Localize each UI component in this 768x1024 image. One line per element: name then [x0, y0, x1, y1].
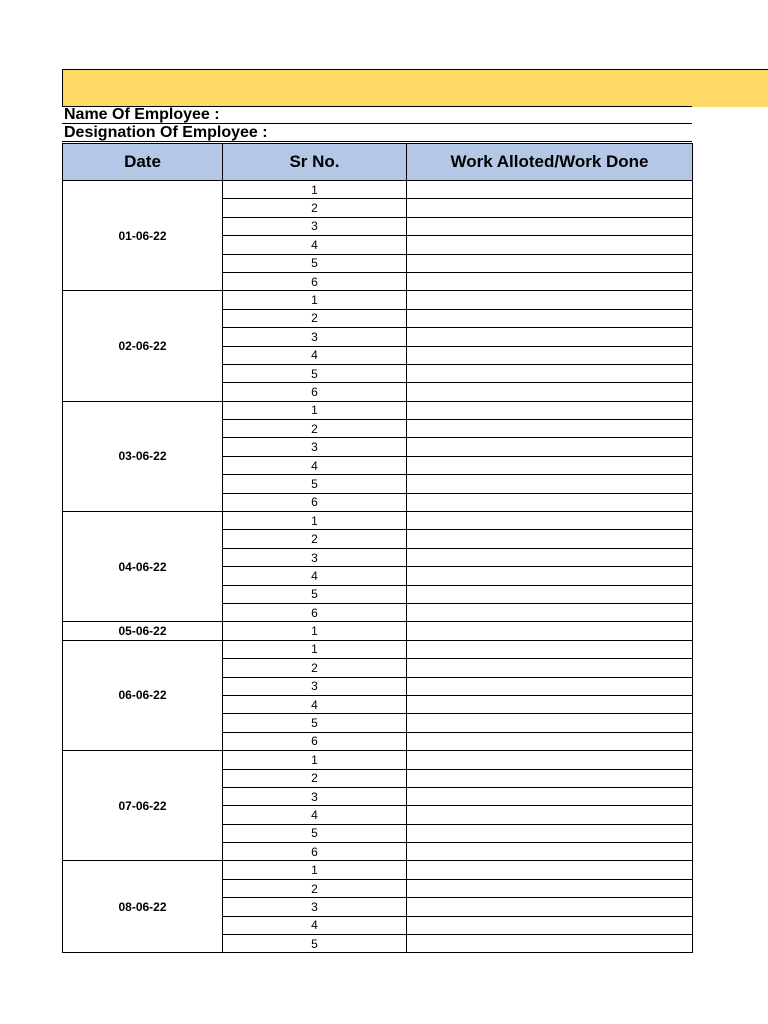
sr-no-cell: 3	[223, 548, 407, 566]
work-cell[interactable]	[407, 217, 693, 235]
sr-no-cell: 1	[223, 401, 407, 419]
sr-no-cell: 1	[223, 291, 407, 309]
sr-no-cell: 2	[223, 769, 407, 787]
column-header-sr-no: Sr No.	[223, 144, 407, 181]
sr-no-cell: 5	[223, 364, 407, 382]
table-row	[63, 751, 693, 769]
date-cell: 07-06-22	[63, 751, 223, 861]
work-cell[interactable]	[407, 236, 693, 254]
sr-no-cell: 2	[223, 309, 407, 327]
sr-no-cell: 1	[223, 512, 407, 530]
work-cell[interactable]	[407, 640, 693, 658]
table-header-row	[63, 144, 693, 181]
work-cell[interactable]	[407, 935, 693, 953]
work-cell[interactable]	[407, 383, 693, 401]
title-banner	[62, 69, 768, 107]
work-cell[interactable]	[407, 879, 693, 897]
table-row	[63, 401, 693, 419]
date-cell: 06-06-22	[63, 640, 223, 750]
sr-no-cell: 4	[223, 916, 407, 934]
table-body	[63, 181, 693, 953]
work-cell[interactable]	[407, 254, 693, 272]
sr-no-cell: 6	[223, 272, 407, 290]
sr-no-cell: 3	[223, 677, 407, 695]
sr-no-cell: 1	[223, 181, 407, 199]
work-log-table	[62, 143, 693, 953]
date-cell: 03-06-22	[63, 401, 223, 511]
sr-no-cell: 4	[223, 806, 407, 824]
work-cell[interactable]	[407, 456, 693, 474]
work-cell[interactable]	[407, 916, 693, 934]
work-cell[interactable]	[407, 420, 693, 438]
sr-no-cell: 2	[223, 420, 407, 438]
sr-no-cell: 5	[223, 714, 407, 732]
work-cell[interactable]	[407, 843, 693, 861]
sr-no-cell: 2	[223, 879, 407, 897]
employee-name-label: Name Of Employee :	[62, 106, 692, 124]
work-cell[interactable]	[407, 603, 693, 621]
table-row	[63, 181, 693, 199]
work-cell[interactable]	[407, 769, 693, 787]
sr-no-cell: 3	[223, 787, 407, 805]
column-header-work: Work Alloted/Work Done	[407, 144, 693, 181]
sr-no-cell: 1	[223, 861, 407, 879]
sr-no-cell: 3	[223, 898, 407, 916]
work-cell[interactable]	[407, 567, 693, 585]
sr-no-cell: 6	[223, 732, 407, 750]
work-cell[interactable]	[407, 272, 693, 290]
work-cell[interactable]	[407, 364, 693, 382]
sr-no-cell: 5	[223, 935, 407, 953]
date-cell: 05-06-22	[63, 622, 223, 640]
sr-no-cell: 2	[223, 530, 407, 548]
work-cell[interactable]	[407, 714, 693, 732]
sr-no-cell: 1	[223, 640, 407, 658]
sr-no-cell: 5	[223, 585, 407, 603]
work-cell[interactable]	[407, 695, 693, 713]
sr-no-cell: 6	[223, 493, 407, 511]
work-cell[interactable]	[407, 751, 693, 769]
work-cell[interactable]	[407, 512, 693, 530]
work-cell[interactable]	[407, 806, 693, 824]
work-cell[interactable]	[407, 438, 693, 456]
work-cell[interactable]	[407, 291, 693, 309]
sr-no-cell: 3	[223, 217, 407, 235]
sr-no-cell: 6	[223, 603, 407, 621]
work-cell[interactable]	[407, 622, 693, 640]
table-row	[63, 640, 693, 658]
table-row	[63, 291, 693, 309]
sr-no-cell: 6	[223, 843, 407, 861]
date-cell: 02-06-22	[63, 291, 223, 401]
work-cell[interactable]	[407, 181, 693, 199]
sr-no-cell: 4	[223, 346, 407, 364]
sr-no-cell: 4	[223, 236, 407, 254]
sr-no-cell: 6	[223, 383, 407, 401]
sr-no-cell: 4	[223, 695, 407, 713]
work-cell[interactable]	[407, 732, 693, 750]
sr-no-cell: 3	[223, 328, 407, 346]
work-cell[interactable]	[407, 824, 693, 842]
work-cell[interactable]	[407, 787, 693, 805]
table-row	[63, 622, 693, 640]
sr-no-cell: 4	[223, 456, 407, 474]
work-cell[interactable]	[407, 493, 693, 511]
sr-no-cell: 5	[223, 475, 407, 493]
work-cell[interactable]	[407, 585, 693, 603]
date-cell: 01-06-22	[63, 181, 223, 291]
work-cell[interactable]	[407, 199, 693, 217]
date-cell: 08-06-22	[63, 861, 223, 953]
sr-no-cell: 2	[223, 199, 407, 217]
sr-no-cell: 1	[223, 751, 407, 769]
work-cell[interactable]	[407, 530, 693, 548]
work-cell[interactable]	[407, 328, 693, 346]
date-cell: 04-06-22	[63, 512, 223, 622]
sr-no-cell: 2	[223, 659, 407, 677]
work-cell[interactable]	[407, 346, 693, 364]
table-row	[63, 861, 693, 879]
sr-no-cell: 4	[223, 567, 407, 585]
employee-designation-label: Designation Of Employee :	[62, 124, 692, 142]
work-cell[interactable]	[407, 898, 693, 916]
work-cell[interactable]	[407, 401, 693, 419]
sr-no-cell: 3	[223, 438, 407, 456]
sr-no-cell: 5	[223, 824, 407, 842]
work-cell[interactable]	[407, 659, 693, 677]
work-cell[interactable]	[407, 548, 693, 566]
sr-no-cell: 1	[223, 622, 407, 640]
work-cell[interactable]	[407, 475, 693, 493]
work-cell[interactable]	[407, 677, 693, 695]
column-header-date: Date	[63, 144, 223, 181]
table-row	[63, 512, 693, 530]
work-cell[interactable]	[407, 861, 693, 879]
sr-no-cell: 5	[223, 254, 407, 272]
work-cell[interactable]	[407, 309, 693, 327]
